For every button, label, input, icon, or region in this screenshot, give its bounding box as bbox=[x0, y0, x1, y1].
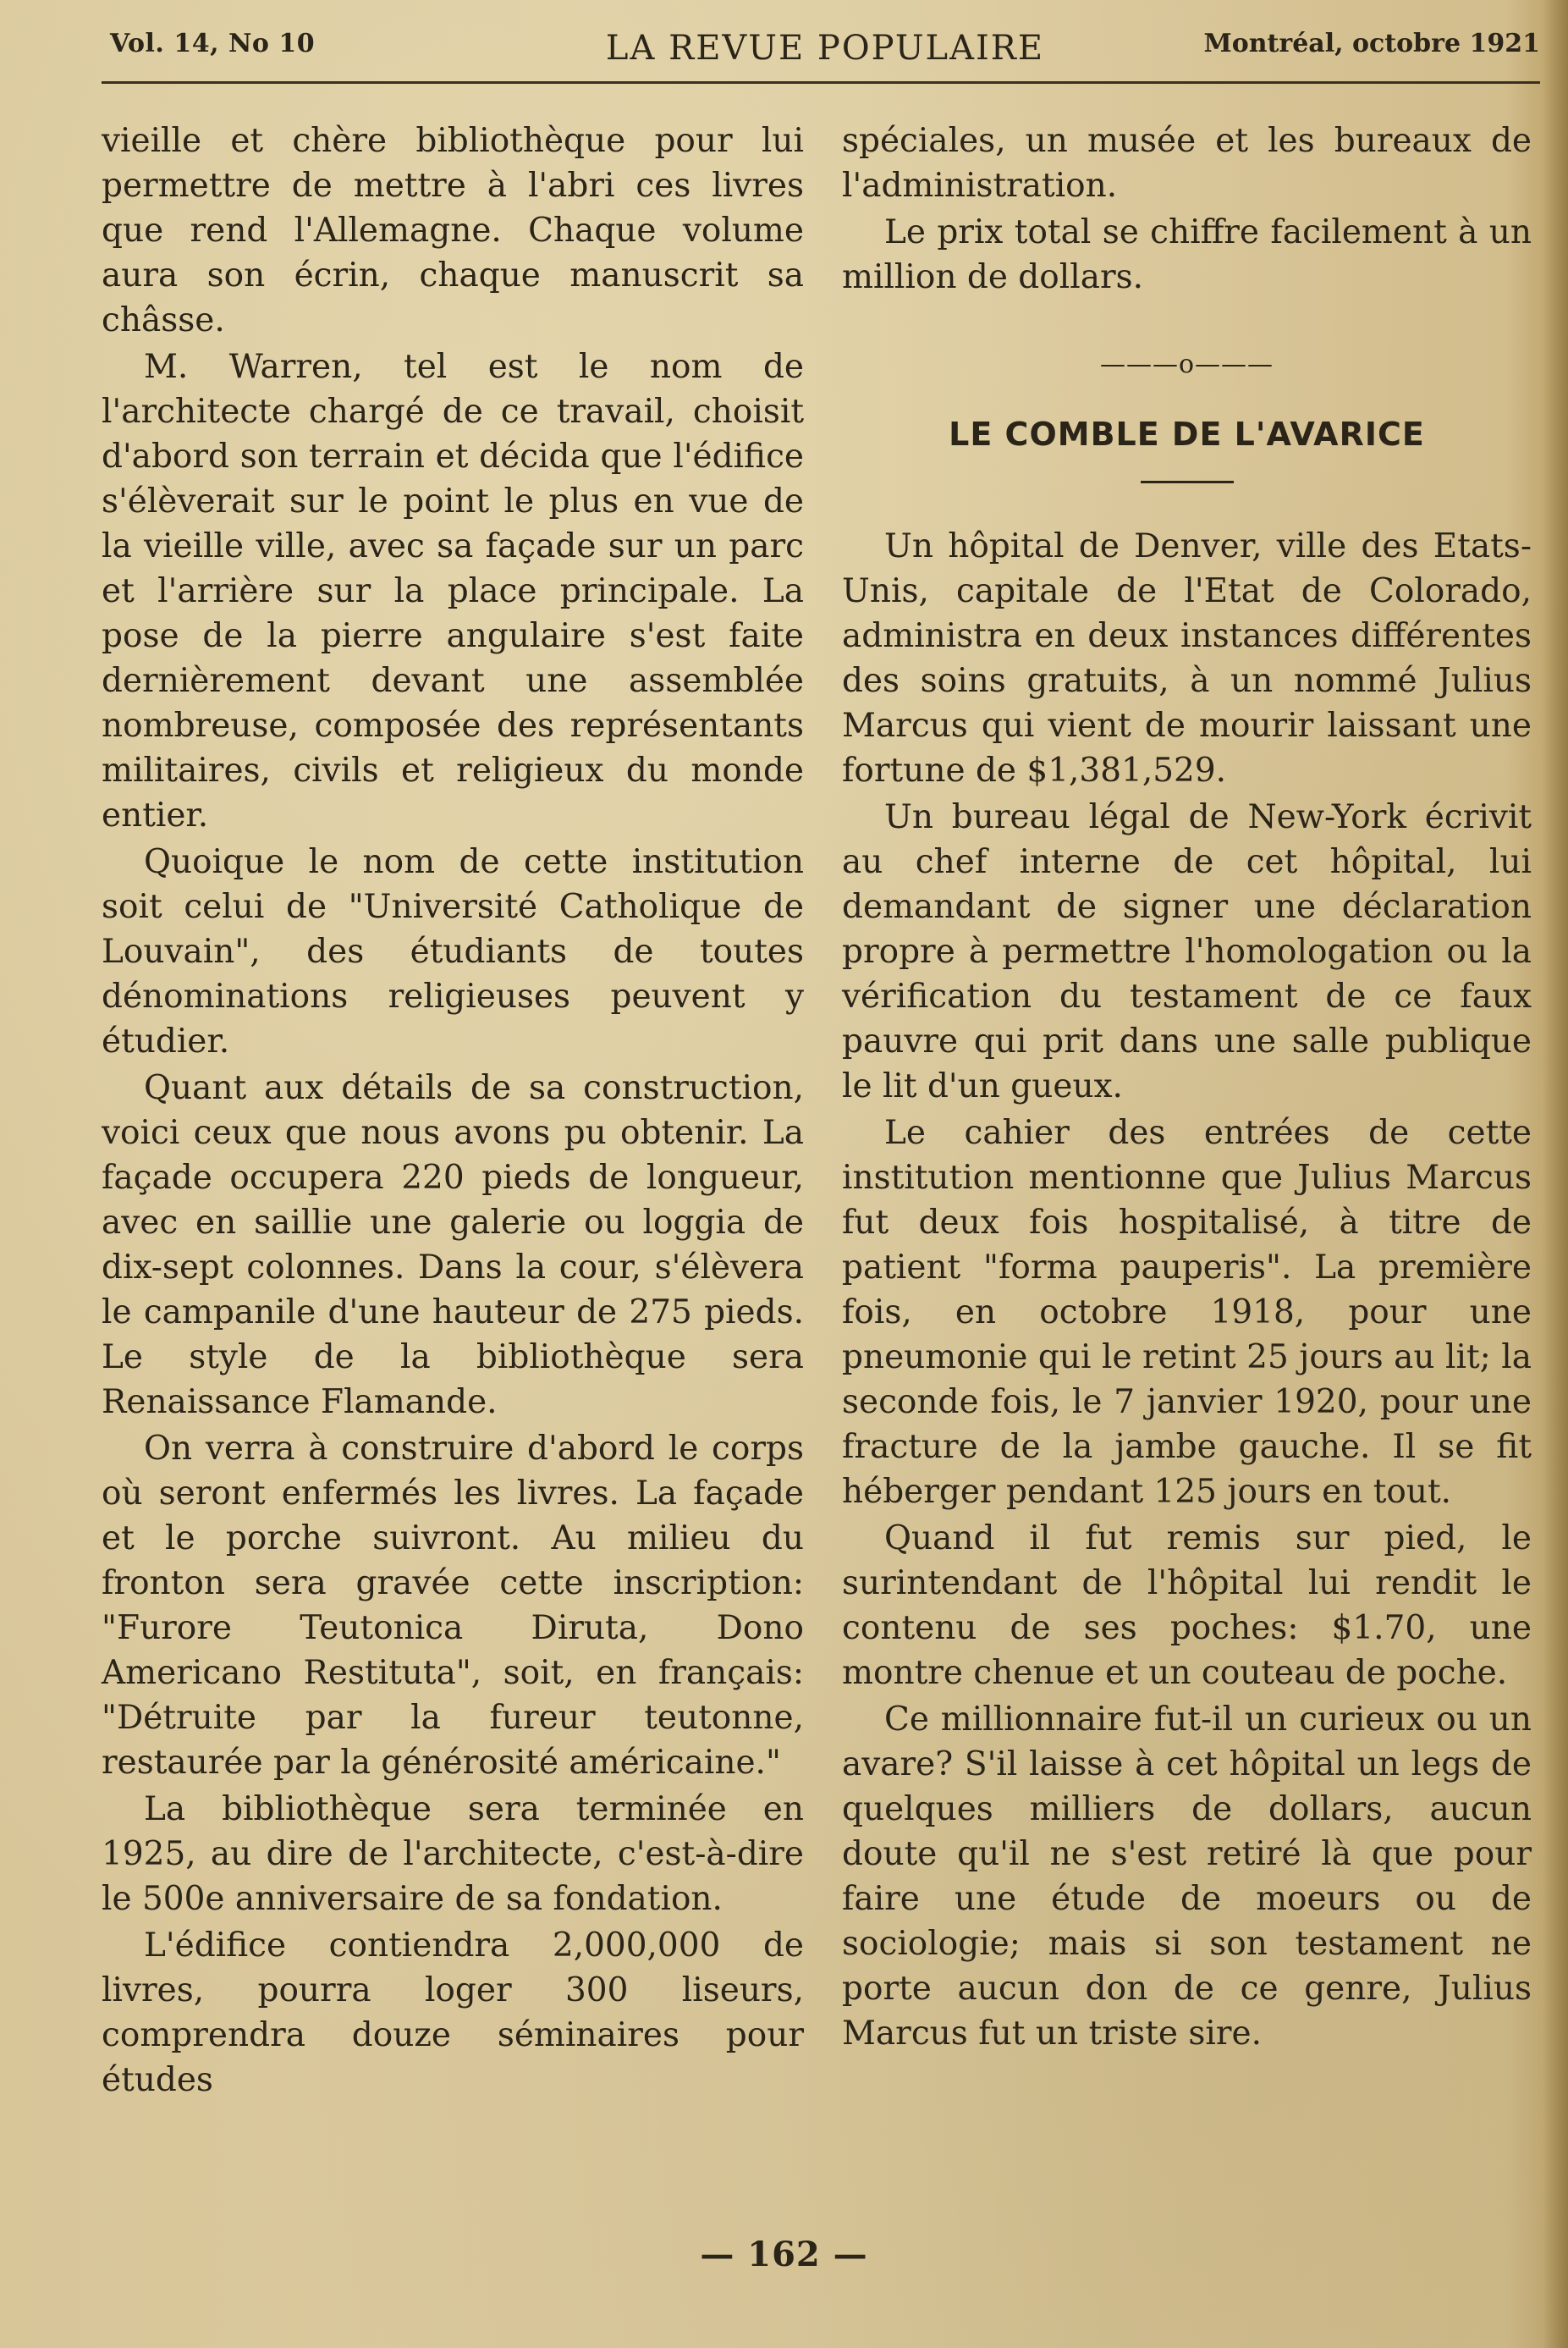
page-header bbox=[110, 22, 1540, 73]
paragraph: On verra à construire d'abord le corps où seront enfermés les livres. La façade et le porche suivront. Au milieu du fronton sera gravée cette inscription: "Furore Teutonica Diruta, Dono Americano Restituta", soit, en français: "Détruite par la fureur teutonne, restaurée par la générosité américaine." bbox=[102, 1430, 804, 1782]
volume-number: Vol. 14, No 10 bbox=[110, 29, 316, 58]
paragraph: Quoique le nom de cette institution soit celui de "Université Catholique de Louvain", des étudiants de toutes dénominations religieuses peuvent y étudier. bbox=[102, 843, 804, 1061]
article-title: LE COMBLE DE L'AVARICE bbox=[949, 416, 1425, 453]
left-column bbox=[102, 119, 804, 2104]
paragraph: Quant aux détails de sa construction, voici ceux que nous avons pu obtenir. La façade occupera 220 pieds de longueur, avec en saillie une galerie ou loggia de dix-sept colonnes. Dans la cour, s'élèvera le campanile d'une hauteur de 275 pieds. Le style de la bibliothèque sera Renaissance Flamande. bbox=[102, 1069, 804, 1421]
paragraph: La bibliothèque sera terminée en 1925, au dire de l'architecte, c'est-à-dire le 500e anniversaire de sa fondation. bbox=[102, 1790, 804, 1918]
paragraph: Un hôpital de Denver, ville des Etats-Unis, capitale de l'Etat de Colorado, administra en deux instances différentes des soins gratuits, à un nommé Julius Marcus qui vient de mourir laissant une fortune de $1,381,529. bbox=[842, 527, 1532, 790]
paragraph: Le prix total se chiffre facilement à un million de dollars. bbox=[842, 213, 1532, 296]
header-rule bbox=[102, 81, 1540, 84]
paragraph: Le cahier des entrées de cette institution mentionne que Julius Marcus fut deux fois hospitalisé, à titre de patient "forma pauperis". La première fois, en octobre 1918, pour une pneumonie qui le retint 25 jours au lit; la seconde fois, le 7 janvier 1920, pour une fracture de la jambe gauche. Il se fit héberger pendant 125 jours en tout. bbox=[842, 1114, 1532, 1511]
paragraph: Ce millionnaire fut-il un curieux ou un avare? S'il laisse à cet hôpital un legs de quelques milliers de dollars, aucun doute qu'il ne s'est retiré là que pour faire une étude de moeurs ou de sociologie; mais si son testament ne porte aucun don de ce genre, Julius Marcus fut un triste sire. bbox=[842, 1700, 1532, 2053]
right-column bbox=[842, 119, 1532, 2058]
publication-date: Montréal, octobre 1921 bbox=[1203, 29, 1540, 58]
page-number: — 162 — bbox=[700, 2235, 868, 2274]
paragraph: Un bureau légal de New-York écrivit au chef interne de cet hôpital, lui demandant de signer une déclaration propre à permettre l'homologation ou la vérification du testament de ce faux pauvre qui prit dans une salle publique le lit d'un gueux. bbox=[842, 798, 1532, 1105]
publication-title: LA REVUE POPULAIRE bbox=[605, 29, 1045, 68]
paragraph: M. Warren, tel est le nom de l'architecte chargé de ce travail, choisit d'abord son terrain et décida que l'édifice s'élèverait sur le point le plus en vue de la vieille ville, avec sa façade sur un parc et l'arrière sur la place principale. La pose de la pierre angulaire s'est faite dernièrement devant une assemblée nombreuse, composée des représentants militaires, civils et religieux du monde entier. bbox=[102, 348, 804, 835]
paragraph: L'édifice contiendra 2,000,000 de livres, pourra loger 300 liseurs, comprendra douze séminaires pour études bbox=[102, 1926, 804, 2099]
paragraph: spéciales, un musée et les bureaux de l'administration. bbox=[842, 122, 1532, 205]
title-underline bbox=[1141, 481, 1234, 483]
paragraph: vieille et chère bibliothèque pour lui permettre de mettre à l'abri ces livres que rend l'Allemagne. Chaque volume aura son écrin, chaque manuscrit sa châsse. bbox=[102, 122, 804, 339]
paragraph: Quand il fut remis sur pied, le surintendant de l'hôpital lui rendit le contenu de ses poches: $1.70, une montre chenue et un couteau de poche. bbox=[842, 1519, 1532, 1692]
section-separator: ———o——— bbox=[1099, 350, 1274, 379]
page-edge-shadow bbox=[1543, 0, 1568, 2348]
